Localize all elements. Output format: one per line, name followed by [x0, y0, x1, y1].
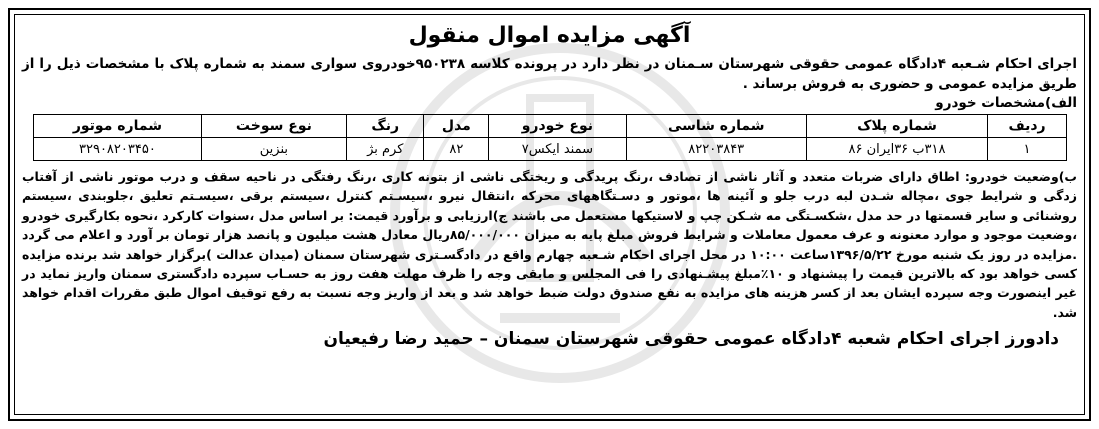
col-vehicle-type: نوع خودرو — [489, 115, 626, 138]
col-row-number: ردیف — [988, 115, 1067, 138]
col-chassis-number: شماره شاسی — [626, 115, 806, 138]
vehicle-condition-and-auction-terms: ب)وضعیت خودرو: اطاق دارای ضربات متعدد و آثار ناشی از تصادف ،رنگ پریدگی و ریختگی ناشی از بتونه کاری ،رنگ رفتگی در ناحیه سقف و درب موتور ناشی از آفتاب زدگی و شرایط جوی ،مچاله شـدن لبه درب جلو و آئینه ها ،موتور و دسـتگاههای محرکه ،انتقال نیرو ،سیسـتم کنترل ،سیستم برقی ،سیسـتم تعلیق ،جلوبندی ،سیستم روشنائی و سایر قسمتها در حد مدل ،شکسـتگی مه شـکن چپ و لاستیکها مستعمل می باشند ج)ارزیابی و برآورد قیمت: بر اساس مدل ،سنوات کارکرد ،نحوه بکارگیری خودرو ،وضعیت موجود و موارد معنونه و عرف معمول معاملات و شرایط فروش مبلغ پایه به میزان ۸۵/۰۰۰/۰۰۰ریال معادل هشت میلیون و پانصد هزار تومان بر آورد و اعلام می گردد .مزایده در روز یک شنبه مورخ ۱۳۹۶/۵/۲۲ساعت ۱۰:۰۰ در محل اجرای احکام شـعبه چهارم واقع در دادگسـتری شهرستان سمنان (میدان عدالت )برگزار خواهد شد برنده مزایده کسی خواهد بود که بالاترین قیمت را پیشنهاد و ۱۰٪مبلغ پیشـنهادی را فی المجلس و مابقی وجه را ظرف مهلت هفت روز به حسـاب سپرده دادگستری سمنان واریز نماید در غیر اینصورت وجه سپرده ایشان بعد از کسر هزینه های مزایده به نفع صندوق دولت ضبط خواهد شد و بعد از واریز وجه نسبت به رفع توقیف اموال طبق مقررات اقدام خواهد شد. — [22, 169, 1077, 320]
cell-engine-number: ۳۲۹۰۸۲۰۳۴۵۰ — [34, 138, 202, 161]
vehicle-specs-table — [33, 114, 1067, 161]
cell-vehicle-type: سمند ایکس۷ — [489, 138, 626, 161]
cell-chassis-number: ۸۲۲۰۳۸۴۳ — [626, 138, 806, 161]
cell-fuel-type: بنزین — [201, 138, 346, 161]
col-engine-number: شماره موتور — [34, 115, 202, 138]
col-fuel-type: نوع سوخت — [201, 115, 346, 138]
cell-row-number: ۱ — [988, 138, 1067, 161]
table-header-row — [34, 115, 1067, 138]
notice-title: آگهی مزایده اموال منقول — [408, 23, 691, 48]
notice-content — [22, 20, 1077, 352]
vehicle-specs-heading: الف)مشخصات خودرو — [935, 95, 1077, 111]
col-plate-number: شماره پلاک — [806, 115, 987, 138]
notice-signature: دادورز اجرای احکام شعبه ۴دادگاه عمومی حقوقی شهرستان سمنان – حمید رضا رفیعیان — [323, 329, 1059, 350]
cell-color: کرم بژ — [346, 138, 424, 161]
notice-intro: اجرای احکام شـعبه ۴دادگاه عمومی حقوقی شهرستان سـمنان در نظر دارد در پرونده کلاسه ۹۵۰۲۳۸خودروی سواری سمند به شماره پلاک با مشخصات ذیل را از طریق مزایده عمومی و حضوری به فروش برساند . — [22, 56, 1077, 92]
cell-plate-number: ۳۱۸ب ۳۶ایران ۸۶ — [806, 138, 987, 161]
cell-model: ۸۲ — [424, 138, 489, 161]
col-model: مدل — [424, 115, 489, 138]
col-color: رنگ — [346, 115, 424, 138]
table-row — [34, 138, 1067, 161]
